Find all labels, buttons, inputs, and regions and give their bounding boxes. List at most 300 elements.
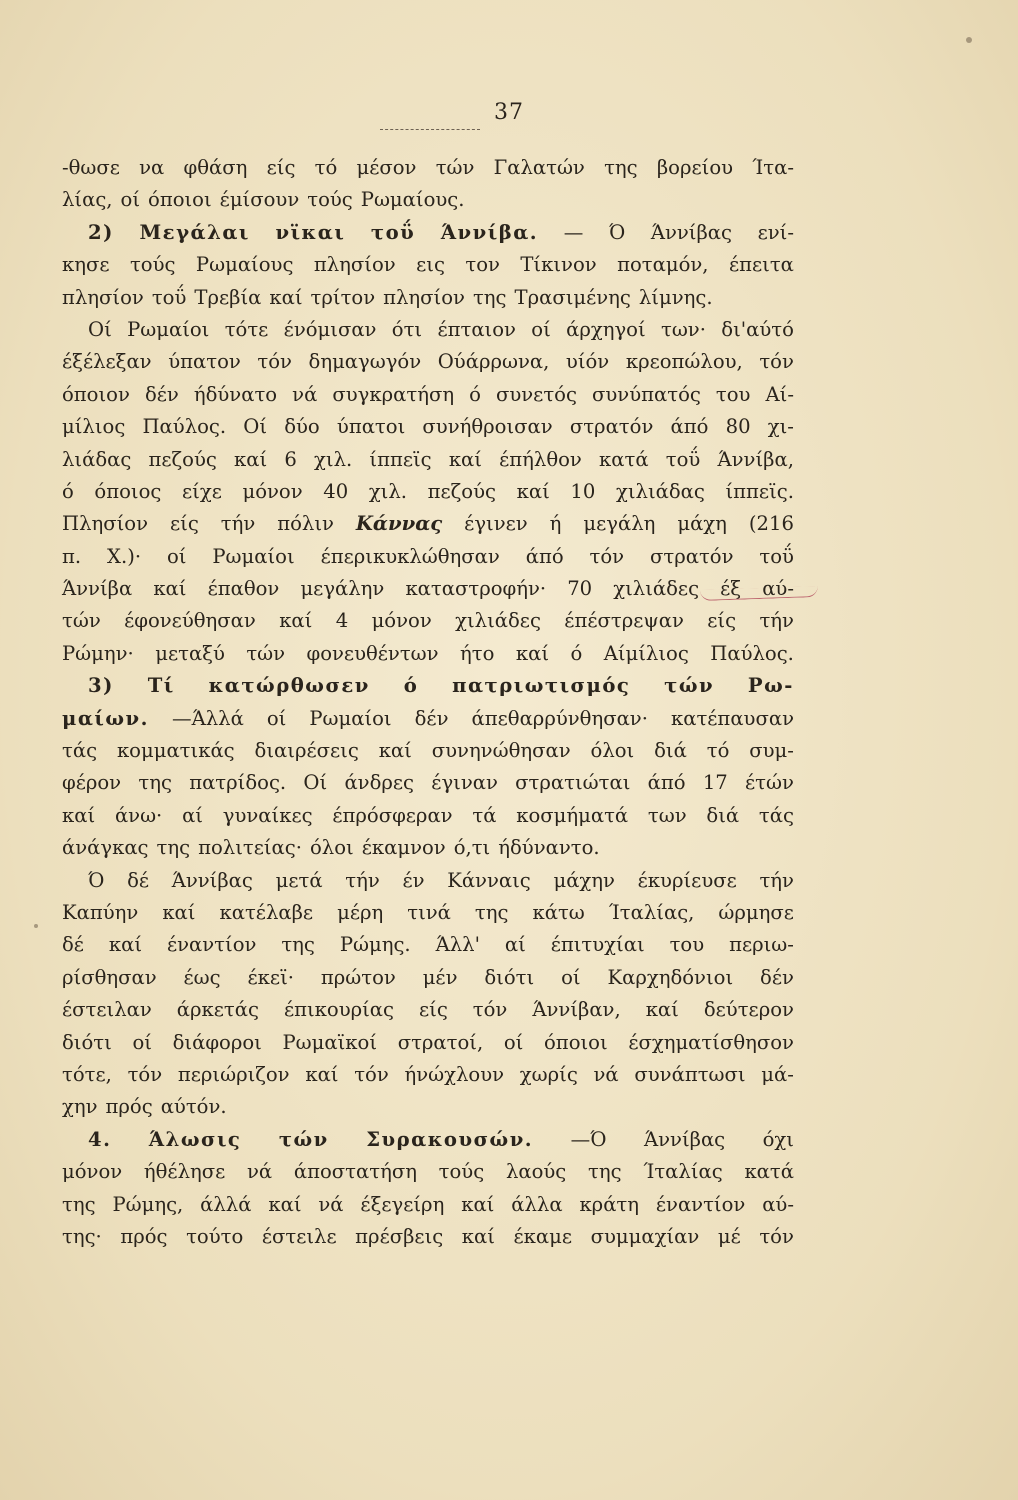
- word: Ρωμαίους: [195, 253, 294, 277]
- word: τον: [465, 253, 500, 277]
- word: δέ: [62, 933, 84, 957]
- word: έξέλεξαν: [62, 350, 152, 374]
- ink-spot: [34, 924, 38, 928]
- word: οί: [166, 544, 187, 568]
- text-line: [62, 411, 794, 443]
- word: Κάνναις: [447, 868, 531, 892]
- word: Πλησίον: [62, 512, 149, 536]
- word: αύτόν.: [160, 1095, 227, 1119]
- word: της: [156, 836, 191, 860]
- word: Άννίβας: [650, 220, 733, 244]
- word: όλοι: [590, 739, 635, 763]
- text-line: [62, 476, 794, 508]
- word: 6: [284, 447, 297, 471]
- word: χιλιάδας: [615, 479, 705, 503]
- word: συνάπτωσι: [634, 1062, 746, 1086]
- word: οί: [531, 317, 551, 341]
- word: Καρχηδόνιοι: [607, 965, 734, 989]
- text-line: [62, 1059, 794, 1091]
- word: Τρασιμένης: [514, 285, 631, 309]
- word: καί: [516, 479, 550, 503]
- word: μίλιος: [62, 415, 126, 439]
- word: τάς: [62, 739, 98, 763]
- word: τήν: [220, 512, 256, 536]
- word: τών: [664, 674, 715, 698]
- word: έπήλθον: [499, 447, 582, 471]
- word: λαούς: [505, 1160, 567, 1184]
- word: συνήθροισαν: [422, 415, 553, 439]
- word: ήδύναντο.: [498, 836, 600, 860]
- word: τήν: [345, 868, 380, 892]
- word: μέρη: [337, 900, 384, 924]
- word: φθάση: [183, 156, 248, 179]
- word: καί: [378, 739, 412, 763]
- word: καί: [268, 1192, 302, 1216]
- word: καί: [269, 285, 303, 309]
- word: ήτο: [460, 641, 495, 665]
- word: γυναίκες: [222, 803, 313, 827]
- word: Ρώμην·: [62, 641, 134, 665]
- word: μόνον: [242, 479, 303, 503]
- word: πρέσβεις: [355, 1224, 444, 1248]
- word: έστειλαν: [62, 998, 152, 1022]
- word: κατά: [599, 447, 649, 471]
- word: όποιον: [62, 382, 130, 406]
- word: αύ-: [762, 1192, 794, 1216]
- word: μόνον: [62, 1160, 123, 1184]
- word: των: [647, 803, 687, 827]
- text-line: [62, 605, 794, 637]
- text-line: [62, 152, 794, 184]
- word: έπερικυκλώθησαν: [320, 544, 500, 568]
- word: Ρωμαϊκοί: [282, 1030, 378, 1054]
- word: —: [563, 220, 584, 244]
- word: τοΰ: [151, 285, 187, 309]
- word: κάτω: [532, 900, 585, 924]
- word: τόν: [472, 998, 508, 1022]
- word: στρατιώται: [515, 771, 631, 795]
- word: της·: [62, 1224, 102, 1248]
- word: 2): [88, 220, 114, 244]
- word: όποιοι: [148, 188, 212, 212]
- word: πεζούς: [427, 479, 496, 503]
- word: έπαθον: [207, 577, 280, 601]
- word: τών: [62, 609, 101, 633]
- word: —Άλλά: [172, 706, 244, 730]
- text-line: [62, 994, 794, 1026]
- word: Ρωμαίοι: [309, 706, 392, 730]
- word: άλλα: [511, 1192, 563, 1216]
- word: νϊκαι: [275, 220, 346, 244]
- word: έκεϊ·: [247, 965, 294, 989]
- word: δι'αύτό: [721, 317, 794, 341]
- word: πρός: [120, 1224, 168, 1248]
- word: Ό: [608, 220, 626, 244]
- word: φέρον: [62, 771, 122, 795]
- word: οί: [120, 188, 141, 212]
- word: τούς: [129, 253, 176, 277]
- word: λίας,: [62, 188, 113, 212]
- word: διότι: [62, 1030, 112, 1054]
- word: Άννίβαν,: [532, 998, 621, 1022]
- word: Ρωμαίοι: [212, 544, 295, 568]
- word: του: [715, 382, 751, 406]
- text-line: [62, 508, 794, 540]
- word: κατώρθωσεν: [208, 674, 370, 698]
- word: Ίταλίας,: [608, 900, 695, 924]
- word: άποστατήση: [293, 1160, 417, 1184]
- word: κατέλαβε: [219, 900, 314, 924]
- word: έκυρίευσε: [637, 868, 737, 892]
- word: μέν: [422, 965, 458, 989]
- word: πλησίον: [383, 285, 465, 309]
- word: τινά: [407, 900, 451, 924]
- word: πατρίδος.: [189, 771, 287, 795]
- word: Άλωσις: [148, 1127, 242, 1151]
- word: πολιτείας·: [198, 836, 302, 860]
- word: ότι: [391, 317, 423, 341]
- word: τήν: [759, 609, 794, 633]
- word: διαιρέσεις: [254, 739, 359, 763]
- text-line: [62, 767, 794, 799]
- word: καί: [461, 1224, 495, 1248]
- word: ήθέλησε: [143, 1160, 226, 1184]
- word: Οί: [243, 415, 268, 439]
- word: έπιτυχίαι: [550, 933, 645, 957]
- word: κησε: [62, 253, 110, 277]
- word: Άλλ': [435, 933, 480, 957]
- word: τούς: [438, 1160, 485, 1184]
- word: έν: [402, 868, 425, 892]
- word: καί: [305, 1062, 339, 1086]
- word: λίμνης.: [638, 285, 713, 309]
- word: να: [139, 156, 165, 179]
- word: Μεγάλαι: [139, 220, 250, 244]
- word: πλησίον: [62, 285, 144, 309]
- word: καί: [153, 577, 187, 601]
- word: συνηνώθησαν: [431, 739, 571, 763]
- word: έκαμε: [513, 1224, 573, 1248]
- word: της: [138, 771, 172, 795]
- word: άνάγκας: [62, 836, 149, 860]
- word: όχι: [762, 1127, 794, 1151]
- text-line: [62, 379, 794, 411]
- word: ύπατον: [168, 350, 241, 374]
- word: όποιος: [94, 479, 162, 503]
- word: Άννίβας: [643, 1127, 726, 1151]
- word: τά: [472, 803, 497, 827]
- word: συμ-: [749, 739, 794, 763]
- word: έξεγείρη: [360, 1192, 445, 1216]
- word: μέ: [717, 1224, 741, 1248]
- word: είχε: [181, 479, 222, 503]
- word: κατά: [744, 1160, 794, 1184]
- word: αί: [182, 803, 203, 827]
- word: νά: [318, 1192, 344, 1216]
- word: ήδύνατο: [193, 382, 278, 406]
- word: 10: [570, 479, 596, 503]
- word: διά: [654, 739, 687, 763]
- word: δεύτερον: [703, 998, 794, 1022]
- word: ώρμησε: [718, 900, 794, 924]
- word: χιλ.: [368, 479, 408, 503]
- word: στρατοί,: [397, 1030, 484, 1054]
- text-line: [62, 573, 794, 605]
- text-line: [62, 929, 794, 961]
- word: (216: [748, 512, 794, 536]
- word: μαίων.: [62, 706, 149, 730]
- word: της: [472, 285, 507, 309]
- word: δέν: [760, 965, 794, 989]
- word: έπέστρεψαν: [564, 609, 684, 633]
- text-line: [62, 541, 794, 573]
- word: έπικουρίας: [283, 998, 395, 1022]
- text-line: [62, 897, 794, 929]
- header-rule: [380, 129, 480, 130]
- text-line: [62, 638, 794, 670]
- word: δύο: [284, 415, 320, 439]
- word: μά-: [761, 1062, 794, 1086]
- word: καί: [448, 447, 482, 471]
- word: Αίμίλιος: [603, 641, 689, 665]
- word: τών: [278, 1127, 329, 1151]
- word: τήν: [759, 868, 794, 892]
- text-line: [62, 314, 794, 346]
- word: τόν: [589, 544, 625, 568]
- text-line: [62, 217, 794, 249]
- word: άπεθαρρύνθησαν·: [471, 706, 648, 730]
- word: ύπατοι: [336, 415, 406, 439]
- word: χην: [62, 1095, 98, 1119]
- word: είς: [707, 609, 737, 633]
- word: αύ-: [762, 577, 794, 601]
- word: πρός: [105, 1095, 153, 1119]
- word: Αί-: [765, 382, 794, 406]
- word: άρχηγοί: [566, 317, 646, 341]
- word: οί: [266, 706, 287, 730]
- word: Παύλος.: [142, 415, 227, 439]
- word: τοΰ: [370, 220, 416, 244]
- word: χιλιάδες: [455, 609, 541, 633]
- word: ό: [62, 479, 74, 503]
- word: δέν: [144, 382, 179, 406]
- word: τόν: [127, 1062, 163, 1086]
- word: έπρόσφεραν: [332, 803, 453, 827]
- text-line: [62, 670, 794, 702]
- word: έγινεν: [464, 512, 528, 536]
- word: μεταξύ: [155, 641, 225, 665]
- text-line: [62, 184, 794, 216]
- word: π.: [62, 544, 82, 568]
- word: των·: [660, 317, 706, 341]
- word: Ίταλίας: [643, 1160, 723, 1184]
- word: οί: [132, 1030, 152, 1054]
- text-line: [62, 703, 794, 735]
- word: Ό: [88, 868, 105, 892]
- word: ενί-: [757, 220, 794, 244]
- word: της: [474, 900, 509, 924]
- text-line: [62, 1156, 794, 1188]
- word: έτών: [745, 771, 794, 795]
- word: υίόν: [565, 350, 610, 374]
- word: νά: [593, 1062, 619, 1086]
- page-number: 37: [494, 100, 524, 125]
- word: ποταμόν,: [617, 253, 709, 277]
- word: έξ: [720, 577, 742, 601]
- word: διάφοροι: [172, 1030, 262, 1054]
- word: μάχην: [553, 868, 615, 892]
- word: πλησίον: [313, 253, 396, 277]
- word: ό: [403, 674, 419, 698]
- word: 17: [702, 771, 728, 795]
- word: ό: [469, 382, 481, 406]
- word: ένόμισαν: [283, 317, 377, 341]
- word: οί: [503, 1030, 524, 1054]
- word: 4.: [88, 1127, 112, 1151]
- word: κρεοπώλου,: [625, 350, 743, 374]
- word: δέν: [414, 706, 449, 730]
- word: Καπύην: [62, 900, 139, 924]
- word: λιάδας: [62, 447, 132, 471]
- word: Οί: [303, 771, 328, 795]
- word: τόν: [759, 1224, 794, 1248]
- word: καί: [461, 1192, 495, 1216]
- word: Κάννας: [355, 512, 443, 536]
- word: τούς: [307, 188, 353, 212]
- word: καί: [62, 803, 96, 827]
- word: Συρακουσών.: [366, 1127, 534, 1151]
- text-line: [62, 832, 794, 864]
- word: άπό: [647, 771, 686, 795]
- word: καταστροφήν·: [405, 577, 547, 601]
- text-line: [62, 800, 794, 832]
- word: αί: [504, 933, 526, 957]
- word: είς: [419, 998, 448, 1022]
- word: τότε,: [62, 1062, 112, 1086]
- text-line: [62, 1091, 794, 1123]
- word: —Ό: [570, 1127, 607, 1151]
- word: έμίσουν: [219, 188, 300, 212]
- word: κατέπαυσαν: [670, 706, 794, 730]
- word: Ρωμαίους.: [360, 188, 465, 212]
- word: στρατόν: [569, 415, 654, 439]
- word: όλοι: [310, 836, 354, 860]
- word: μόνον: [371, 609, 432, 633]
- word: Άννίβα,: [717, 447, 794, 471]
- word: διά: [706, 803, 740, 827]
- word: ίππεϊς: [369, 447, 432, 471]
- text-line: [62, 1027, 794, 1059]
- word: Τίκινον: [520, 253, 597, 277]
- word: έως: [183, 965, 221, 989]
- word: 80: [725, 415, 751, 439]
- word: εις: [416, 253, 445, 277]
- word: έπταιον: [437, 317, 516, 341]
- word: Άννίβα: [62, 577, 133, 601]
- word: Τί: [147, 674, 175, 698]
- word: Παύλος.: [710, 641, 794, 665]
- text-line: [62, 1124, 794, 1156]
- word: συγκρατήση: [332, 382, 455, 406]
- word: ρίσθησαν: [62, 965, 157, 989]
- word: όποιοι: [544, 1030, 608, 1054]
- word: άπό: [670, 415, 709, 439]
- word: 4: [335, 609, 349, 633]
- word: τών: [246, 641, 286, 665]
- word: της: [588, 1160, 622, 1184]
- word: καί: [234, 447, 268, 471]
- ink-spot: [966, 37, 972, 43]
- text-line: [62, 1221, 794, 1253]
- word: του: [669, 933, 705, 957]
- word: μεγάλη: [583, 512, 656, 536]
- word: πόλιν: [277, 512, 334, 536]
- body-text: [62, 152, 794, 1253]
- word: άλλά: [200, 1192, 252, 1216]
- word: καί: [162, 900, 196, 924]
- word: περιω-: [729, 933, 794, 957]
- word: Ούάρρωνα,: [437, 350, 550, 374]
- word: 40: [323, 479, 349, 503]
- text-line: [62, 962, 794, 994]
- word: δέ: [127, 868, 150, 892]
- word: Ρώμης,: [112, 1192, 184, 1216]
- word: είς: [266, 156, 296, 179]
- word: ό: [570, 641, 583, 665]
- word: έναντίον: [166, 933, 257, 957]
- word: περιώριζον: [177, 1062, 290, 1086]
- word: τών: [435, 156, 475, 179]
- word: έγιναν: [431, 771, 498, 795]
- word: της: [281, 933, 315, 957]
- word: ό,τι: [453, 836, 491, 860]
- word: Χ.)·: [107, 544, 142, 568]
- word: τόν: [354, 1062, 389, 1086]
- text-line: [62, 249, 794, 281]
- text-line: [62, 735, 794, 767]
- word: νά: [292, 382, 318, 406]
- word: κράτη: [579, 1192, 640, 1216]
- word: συνετός: [495, 382, 577, 406]
- word: οί: [561, 965, 581, 989]
- word: καί: [108, 933, 143, 957]
- word: έπειτα: [728, 253, 794, 277]
- word: συμμαχίαν: [590, 1224, 700, 1248]
- word: 3): [88, 674, 114, 698]
- word: Άννίβα.: [440, 220, 539, 244]
- word: συνύπατός: [592, 382, 701, 406]
- word: άπό: [525, 544, 564, 568]
- word: τάς: [758, 803, 794, 827]
- word: καί: [515, 641, 550, 665]
- word: πατριωτισμός: [452, 674, 631, 698]
- word: βορείου: [656, 156, 734, 179]
- word: ή: [549, 512, 562, 536]
- word: Ρωμαίοι: [127, 317, 210, 341]
- word: άνδρες: [344, 771, 415, 795]
- word: διότι: [484, 965, 535, 989]
- word: Ρω-: [747, 674, 794, 698]
- word: τούτο: [186, 1224, 244, 1248]
- word: είς: [169, 512, 199, 536]
- word: μετά: [275, 868, 323, 892]
- word: μέσον: [356, 156, 417, 179]
- word: τόν: [759, 350, 794, 374]
- word: έναντίον: [655, 1192, 746, 1216]
- text-line: [62, 444, 794, 476]
- word: στρατόν: [650, 544, 734, 568]
- word: μάχη: [677, 512, 727, 536]
